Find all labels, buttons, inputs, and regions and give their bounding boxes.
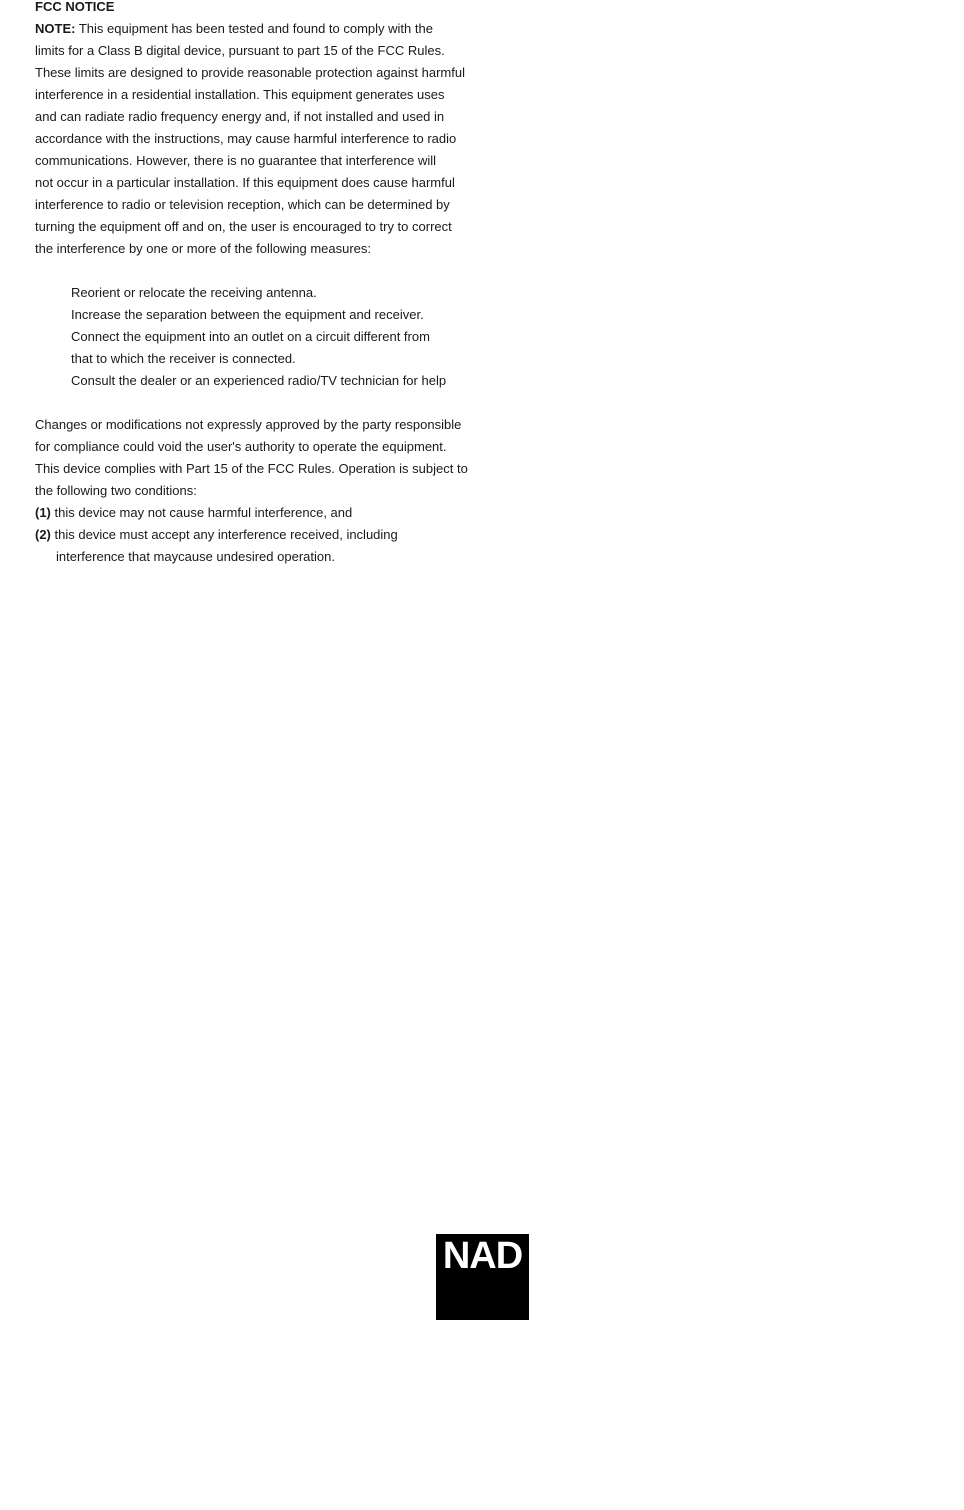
measure-item-continued: that to which the receiver is connected. xyxy=(71,351,296,366)
measure-item: Connect the equipment into an outlet on a circuit different from xyxy=(71,329,430,344)
notice-line: Changes or modifications not expressly approved by the party responsible xyxy=(35,417,462,432)
condition-text-continued: interference that maycause undesired operation. xyxy=(56,549,335,564)
condition-text: this device may not cause harmful interference, and xyxy=(54,505,353,520)
conditions-list xyxy=(35,502,505,568)
measure-item: Consult the dealer or an experienced radio/TV technician for help xyxy=(71,373,447,388)
condition-item xyxy=(35,502,505,524)
notice-line: limits for a Class B digital device, pursuant to part 15 of the FCC Rules. xyxy=(35,43,445,58)
notice-line: communications. However, there is no guarantee that interference will xyxy=(35,153,437,168)
notice-line: accordance with the instructions, may cause harmful interference to radio xyxy=(35,131,457,146)
condition-item xyxy=(35,524,505,546)
notice-paragraph xyxy=(35,18,505,260)
measure-item: Reorient or relocate the receiving antenna. xyxy=(71,285,317,300)
condition-text: this device must accept any interference received, including xyxy=(54,527,398,542)
notice-heading: FCC NOTICE xyxy=(35,0,115,14)
nad-logo xyxy=(436,1234,529,1320)
notice-line: not occur in a particular installation. If this equipment does cause harmful xyxy=(35,175,455,190)
notice-line: turning the equipment off and on, the user is encouraged to try to correct xyxy=(35,219,452,234)
measures-list xyxy=(35,282,505,392)
measure-item: Increase the separation between the equipment and receiver. xyxy=(71,307,424,322)
condition-number: (2) xyxy=(35,527,51,542)
note-label: NOTE: xyxy=(35,21,76,36)
compliance-paragraph xyxy=(35,414,505,502)
notice-line-text: This equipment has been tested and found to comply with the xyxy=(78,21,433,36)
logo-text: NAD xyxy=(442,1235,523,1277)
notice-line: This device complies with Part 15 of the FCC Rules. Operation is subject to xyxy=(35,461,468,476)
notice-line: interference to radio or television reception, which can be determined by xyxy=(35,197,450,212)
spacer xyxy=(35,392,505,414)
condition-number: (1) xyxy=(35,505,51,520)
notice-line: for compliance could void the user's authority to operate the equipment. xyxy=(35,439,447,454)
notice-line: the following two conditions: xyxy=(35,483,197,498)
notice-line: interference in a residential installation. This equipment generates uses xyxy=(35,87,445,102)
notice-line: These limits are designed to provide reasonable protection against harmful xyxy=(35,65,465,80)
spacer xyxy=(35,260,505,282)
notice-line: the interference by one or more of the following measures: xyxy=(35,241,372,256)
notice-line: and can radiate radio frequency energy and, if not installed and used in xyxy=(35,109,445,124)
fcc-notice xyxy=(35,0,505,568)
notice-line xyxy=(35,18,505,40)
